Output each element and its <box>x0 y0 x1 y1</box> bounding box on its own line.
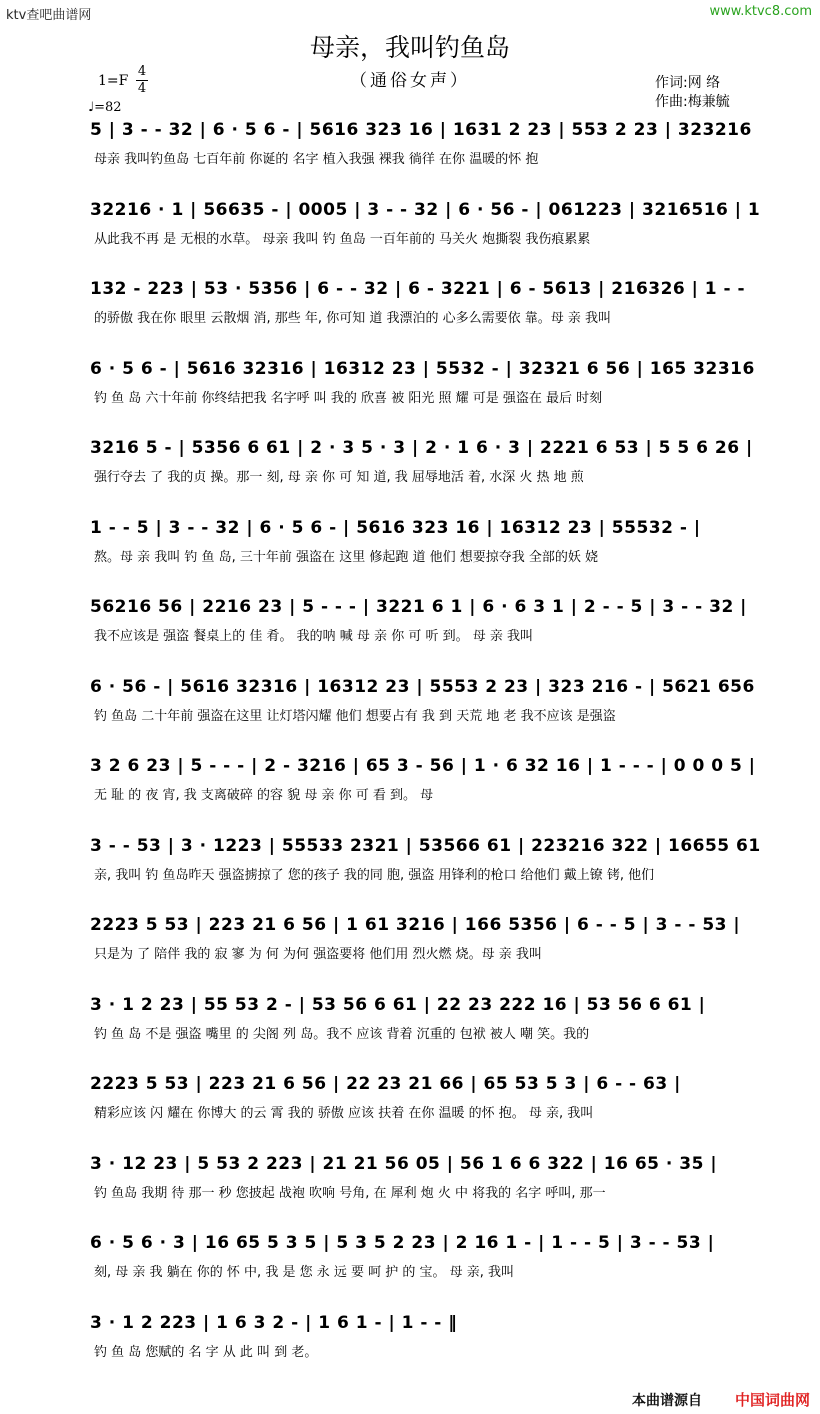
score-row <box>90 831 762 891</box>
lyric-line: 钓 鱼 岛 不是 强盗 嘴里 的 尖阁 列 岛。我不 应该 背着 沉重的 包袱 被人 嘲 笑。我的 <box>94 1027 590 1042</box>
score-row <box>90 990 762 1050</box>
composer-credit: 作曲:梅兼毓 <box>655 94 730 110</box>
song-title: 母亲，我叫钓鱼岛 <box>309 33 510 62</box>
notation-line: 3 2 6 23 | 5 - - - | 2 - 3216 | 65 3 - 56 | 1 · 6 32 16 | 1 - - - | 0 0 0 5 | <box>90 756 756 776</box>
lyric-line: 只是为 了 陪伴 我的 寂 寥 为 何 为何 强盗要将 他们用 烈火燃 烧。母 亲 我叫 <box>94 947 542 962</box>
score-row <box>90 1228 762 1288</box>
time-signature-bottom: 4 <box>137 81 147 96</box>
notation-line: 2223 5 53 | 223 21 6 56 | 1 61 3216 | 166 5356 | 6 - - 5 | 3 - - 53 | <box>90 915 741 935</box>
key-signature: 1=F <box>98 73 129 89</box>
score-row <box>90 433 762 493</box>
notation-line: 32216 · 1 | 56635 - | 0005 | 3 - - 32 | 6 · 56 - | 061223 | 3216516 | 1 <box>90 200 761 220</box>
footer-site-name: 中国词曲网 <box>734 1391 810 1409</box>
lyric-line: 无 耻 的 夜 宵, 我 支离破碎 的容 貌 母 亲 你 可 看 到。 母 <box>94 788 434 803</box>
notation-line: 132 - 223 | 53 · 5356 | 6 - - 32 | 6 - 3221 | 6 - 5613 | 216326 | 1 - - <box>90 279 746 299</box>
notation-line: 56216 56 | 2216 23 | 5 - - - | 3221 6 1 | 6 · 6 3 1 | 2 - - 5 | 3 - - 32 | <box>90 597 747 617</box>
lyric-line: 钓 鱼岛 二十年前 强盗在这里 让灯塔闪耀 他们 想要占有 我 到 天荒 地 老 我不应该 是强盗 <box>94 709 616 724</box>
notation-line: 3 · 12 23 | 5 53 2 223 | 21 21 56 05 | 56 1 6 6 322 | 16 65 · 35 | <box>90 1154 718 1174</box>
lyric-line: 的骄傲 我在你 眼里 云散烟 消, 那些 年, 你可知 道 我漂泊的 心多么需要依 靠。母 亲 我叫 <box>94 311 611 326</box>
notation-line: 6 · 5 6 - | 5616 32316 | 16312 23 | 5532 - | 32321 6 56 | 165 32316 <box>90 359 755 379</box>
score-row <box>90 1069 762 1129</box>
notation-line: 5 | 3 - - 32 | 6 · 5 6 - | 5616 323 16 | 1631 2 23 | 553 2 23 | 323216 <box>90 120 752 140</box>
lyricist-credit: 作词:网 络 <box>655 75 721 91</box>
score-row <box>90 195 762 255</box>
lyric-line: 钓 鱼 岛 六十年前 你终结把我 名字呼 叫 我的 欣喜 被 阳光 照 耀 可是 强盗在 最后 时刻 <box>94 391 603 406</box>
score-row <box>90 672 762 732</box>
lyric-line: 母亲 我叫钓鱼岛 七百年前 你诞的 名字 植入我强 裸我 徜徉 在你 温暖的怀 抱 <box>94 152 539 167</box>
notation-line: 6 · 56 - | 5616 32316 | 16312 23 | 5553 2 23 | 323 216 - | 5621 656 <box>90 677 755 697</box>
score-row <box>90 910 762 970</box>
score-row <box>90 354 762 414</box>
score-row <box>90 592 762 652</box>
notation-line: 6 · 5 6 · 3 | 16 65 5 3 5 | 5 3 5 2 23 | 2 16 1 - | 1 - - 5 | 3 - - 53 | <box>90 1233 715 1253</box>
notation-line: 3 - - 53 | 3 · 1223 | 55533 2321 | 53566 61 | 223216 322 | 16655 61 <box>90 836 761 856</box>
notation-line: 3216 5 - | 5356 6 61 | 2 · 3 5 · 3 | 2 · 1 6 · 3 | 2221 6 53 | 5 5 6 26 | <box>90 438 753 458</box>
score-row <box>90 1149 762 1209</box>
lyric-line: 熬。母 亲 我叫 钓 鱼 岛, 三十年前 强盗在 这里 修起跑 道 他们 想要掠夺我 全部的妖 娆 <box>94 550 598 565</box>
score-row <box>90 115 762 175</box>
time-signature-top: 4 <box>137 64 147 79</box>
score-row <box>90 274 762 334</box>
lyric-line: 从此我不再 是 无根的水草。 母亲 我叫 钓 鱼岛 一百年前的 马关火 炮撕裂 我伤痕累累 <box>94 232 591 247</box>
score-row <box>90 513 762 573</box>
notation-line: 2223 5 53 | 223 21 6 56 | 22 23 21 66 | 65 53 5 3 | 6 - - 63 | <box>90 1074 681 1094</box>
score-row <box>90 751 762 811</box>
song-subtitle: （通俗女声） <box>350 71 470 91</box>
lyric-line: 强行夺去 了 我的贞 操。那一 刻, 母 亲 你 可 知 道, 我 屈辱地活 着, 水深 火 热 地 煎 <box>94 470 584 485</box>
tempo-marking: ♩=82 <box>88 100 122 115</box>
lyric-line: 精彩应该 闪 耀在 你博大 的云 霄 我的 骄傲 应该 扶着 在你 温暖 的怀 抱。 母 亲, 我叫 <box>94 1106 594 1121</box>
lyric-line: 我不应该是 强盗 餐桌上的 佳 肴。 我的呐 喊 母 亲 你 可 听 到。 母 亲 我叫 <box>94 629 533 644</box>
lyric-line: 钓 鱼 岛 您赋的 名 字 从 此 叫 到 老。 <box>94 1345 318 1360</box>
lyric-line: 钓 鱼岛 我期 待 那一 秒 您披起 战袍 吹响 号角, 在 犀利 炮 火 中 将我的 名字 呼叫, 那一 <box>94 1186 606 1201</box>
site-watermark-right: www.ktvc8.com <box>709 4 812 19</box>
lyric-line: 亲, 我叫 钓 鱼岛昨天 强盗掳掠了 您的孩子 我的同 胞, 强盗 用锋利的枪口 给他们 戴上镣 铐, 他们 <box>94 868 655 883</box>
notation-line: 3 · 1 2 223 | 1 6 3 2 - | 1 6 1 - | 1 - - ‖ <box>90 1313 458 1333</box>
time-signature <box>135 64 149 97</box>
site-watermark-left: ktv查吧曲谱网 <box>6 8 92 23</box>
footer-source-label: 本曲谱源自 <box>632 1393 702 1409</box>
score-row <box>90 1308 762 1368</box>
notation-line: 3 · 1 2 23 | 55 53 2 - | 53 56 6 61 | 22 23 222 16 | 53 56 6 61 | <box>90 995 706 1015</box>
notation-line: 1 - - 5 | 3 - - 32 | 6 · 5 6 - | 5616 323 16 | 16312 23 | 55532 - | <box>90 518 701 538</box>
lyric-line: 刻, 母 亲 我 躺在 你的 怀 中, 我 是 您 永 远 要 呵 护 的 宝。 母 亲, 我叫 <box>94 1265 515 1280</box>
